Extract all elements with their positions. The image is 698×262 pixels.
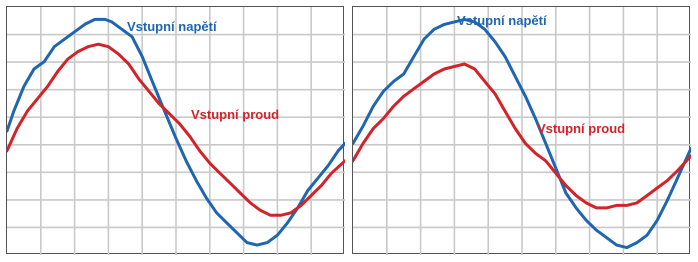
chart-panel-right (352, 6, 690, 254)
chart-right (353, 7, 691, 255)
label-vstupni-proud: Vstupní proud (191, 107, 280, 122)
grid (353, 7, 691, 255)
chart-left (7, 7, 345, 255)
chart-panel-left (6, 6, 344, 254)
label-vstupni-napeti: Vstupní napětí (457, 13, 547, 28)
label-vstupni-proud: Vstupní proud (537, 121, 626, 136)
label-vstupni-napeti: Vstupní napětí (127, 19, 217, 34)
